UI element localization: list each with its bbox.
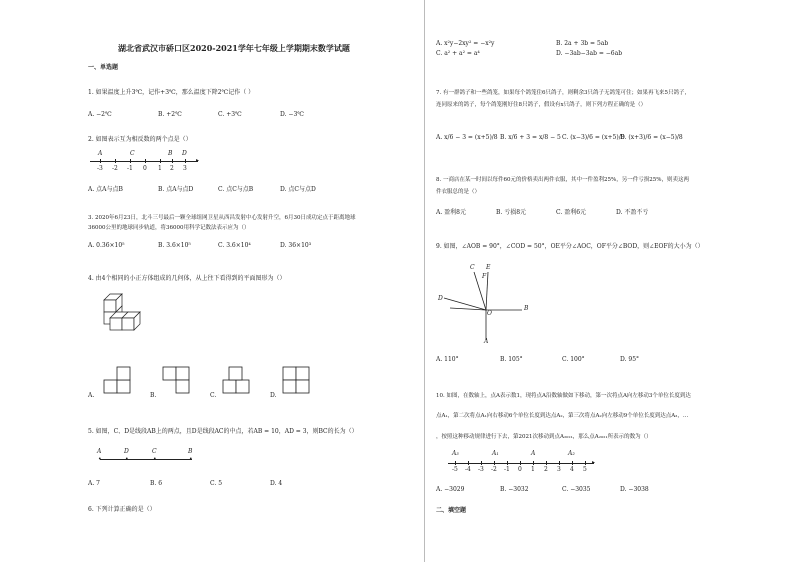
page-title: 湖北省武汉市硚口区2020-2021学年七年级上学期期末数学试题 (118, 43, 350, 53)
q6-option-c[interactable]: C. a² + a² = a⁴ (436, 50, 480, 57)
q10-tick-label: 2 (544, 466, 548, 473)
q9-label-b: B (524, 305, 529, 312)
q10-tick-label: -2 (491, 466, 497, 473)
q8-option-c[interactable]: C. 盈利6元 (556, 209, 587, 216)
q5-option-c[interactable]: C. 5 (210, 480, 223, 487)
q6-option-b[interactable]: B. 2a + 3b = 5ab (556, 40, 609, 47)
q10-option-b[interactable]: B. −3032 (500, 486, 529, 493)
q10-point-a: A (531, 450, 536, 457)
q4-option-b[interactable]: B. (150, 392, 157, 399)
q10-tick-label: -1 (504, 466, 510, 473)
q10-stem-line2: 点A₁，第二次将点A₁向右移动6个单位长度到达点A₂，第三次将点A₂向左移动9个单位长度到达点A₃，… (436, 413, 689, 419)
q10-stem-line3: ，按照这种移动规律进行下去，第2021次移动到点A₂₀₂₁，那么点A₂₀₂₁所表示的数为（） (436, 434, 652, 440)
q1-option-d[interactable]: D. −3℃ (280, 111, 304, 118)
q9-label-d: D (438, 295, 443, 302)
q7-option-a[interactable]: A. x/6 − 3 = (x+5)/8 (436, 134, 498, 141)
q10-point-a1: A₁ (492, 450, 499, 457)
q10-tick-label: 3 (557, 466, 561, 473)
q10-tick-label: -3 (478, 466, 484, 473)
q6-option-a[interactable]: A. x²y−2xy² = −x²y (436, 40, 495, 47)
q2-tick-label: -3 (97, 165, 103, 172)
q10-option-c[interactable]: C. −3035 (562, 486, 591, 493)
q2-tick-label: -2 (112, 165, 118, 172)
q5-point-d: D (124, 448, 129, 455)
q3-option-b[interactable]: B. 3.6×10⁵ (158, 242, 191, 249)
q9-label-f: F (482, 273, 487, 280)
q9-label-c: C (470, 264, 475, 271)
q9-angle-figure (436, 262, 546, 346)
q1-stem: 1. 如果温度上升3℃，记作+3℃，那么温度下降2℃记作（ ） (88, 89, 255, 96)
q4-option-b-figure (162, 366, 194, 394)
q10-option-d[interactable]: D. −3038 (620, 486, 649, 493)
section-fill-blank: 二、填空题 (436, 507, 467, 514)
q2-point-c: C (130, 150, 135, 157)
q8-option-b[interactable]: B. 亏损8元 (496, 209, 527, 216)
q2-tick-label: 1 (158, 165, 162, 172)
q7-option-b[interactable]: B. x/6 + 3 = x/8 − 5 (500, 134, 561, 141)
q2-option-c[interactable]: C. 点C与点B (218, 186, 254, 193)
q5-option-a[interactable]: A. 7 (88, 480, 100, 487)
q9-stem: 9. 如图，∠AOB = 90°，∠COD = 50°，OE平分∠AOC，OF平分∠BOD，则∠EOF的大小为（） (436, 243, 704, 250)
q4-option-d-figure (282, 366, 314, 394)
q10-tick-label: 5 (583, 466, 587, 473)
q2-point-d: D (182, 150, 187, 157)
q9-option-b[interactable]: B. 105° (500, 356, 523, 363)
q10-tick-label: 4 (570, 466, 574, 473)
q7-stem-line2: 连同原来的鸽子，每个鸽笼刚好住8只鸽子，假设有x只鸽子，则下列方程正确的是（） (436, 102, 647, 108)
q5-stem: 5. 如图，C、D是线段AB上的两点，且D是线段AC的中点，若AB = 10，AD = 3，则BC的长为（） (88, 428, 358, 435)
q4-option-c-figure (222, 366, 254, 394)
q6-option-d[interactable]: D. −3ab−3ab = −6ab (556, 50, 623, 57)
q2-option-b[interactable]: B. 点A与点D (158, 186, 194, 193)
q2-tick-label: -1 (127, 165, 133, 172)
q5-option-b[interactable]: B. 6 (150, 480, 163, 487)
q7-option-c[interactable]: C. (x−3)/6 = (x+5)/8 (562, 134, 625, 141)
q4-option-c[interactable]: C. (210, 392, 217, 399)
q1-option-b[interactable]: B. +2℃ (158, 111, 182, 118)
q8-stem-line2: 件衣服总的是（） (436, 189, 481, 195)
q10-tick-label: -5 (452, 466, 458, 473)
q4-option-d[interactable]: D. (270, 392, 277, 399)
q9-option-a[interactable]: A. 110° (436, 356, 459, 363)
q5-point-a: A (97, 448, 102, 455)
q10-option-a[interactable]: A. −3029 (436, 486, 465, 493)
q1-option-c[interactable]: C. +3℃ (218, 111, 242, 118)
q8-option-d[interactable]: D. 不盈不亏 (616, 209, 649, 216)
q2-point-b: B (168, 150, 173, 157)
q10-point-a3: A₃ (452, 450, 459, 457)
q8-option-a[interactable]: A. 盈利8元 (436, 209, 466, 216)
section-single-choice: 一、单选题 (88, 64, 119, 71)
q9-label-o: O (487, 310, 492, 317)
q10-tick-label: 1 (531, 466, 535, 473)
q10-tick-label: 0 (518, 466, 522, 473)
q1-option-a[interactable]: A. −2℃ (88, 111, 112, 118)
q4-option-a-figure (103, 366, 135, 394)
q9-option-c[interactable]: C. 100° (562, 356, 585, 363)
q10-point-a2: A₂ (568, 450, 575, 457)
q9-option-d[interactable]: D. 95° (620, 356, 640, 363)
q9-label-a: A (484, 338, 489, 345)
q2-stem: 2. 如图表示互为相反数的两个点是（） (88, 136, 192, 143)
q3-option-d[interactable]: D. 36×10³ (280, 242, 312, 249)
q10-stem-line1: 10. 如图，在数轴上，点A表示数1，现将点A沿数轴做如下移动，第一次将点A向左移动3个单位长度到达 (436, 393, 691, 399)
q5-point-b: B (188, 448, 193, 455)
q8-stem-line1: 8. 一商店在某一时间以每件60元的价格卖出两件衣服，其中一件盈利25%，另一件亏损25%，则卖这两 (436, 177, 689, 183)
q3-option-a[interactable]: A. 0.36×10⁵ (88, 242, 125, 249)
q3-stem-line2: 36000公里的地球同步轨道，将36000用科学记数法表示应为（） (88, 225, 250, 231)
q7-option-d[interactable]: D. (x+3)/6 = (x−5)/8 (620, 134, 683, 141)
q4-stem: 4. 由4个相同的小正方体组成的几何体，从上往下看得到的平面图形为（） (88, 275, 286, 282)
q10-tick-label: -4 (465, 466, 471, 473)
column-divider (424, 0, 425, 562)
q3-option-c[interactable]: C. 3.6×10⁴ (218, 242, 251, 249)
q2-point-a: A (98, 150, 103, 157)
q2-tick-label: 0 (143, 165, 147, 172)
q3-stem-line1: 3. 2020年6月23日，北斗三号最后一颗全球组网卫星从西昌发射中心发射升空，6月30日成功定点于距离地球 (88, 215, 356, 221)
q4-option-a[interactable]: A. (88, 392, 95, 399)
q2-tick-label: 2 (170, 165, 174, 172)
q9-label-e: E (486, 264, 491, 271)
q7-stem-line1: 7. 有一群鸽子和一些鸽笼，如果每个鸽笼住6只鸽子，则剩余3只鸽子无鸽笼可住；如果再飞来5只鸽子， (436, 90, 690, 96)
q2-tick-label: 3 (183, 165, 187, 172)
q2-option-a[interactable]: A. 点A与点B (88, 186, 123, 193)
q2-option-d[interactable]: D. 点C与点D (280, 186, 316, 193)
q6-stem: 6. 下列计算正确的是（） (88, 506, 156, 513)
q5-option-d[interactable]: D. 4 (270, 480, 283, 487)
q4-solid-figure (96, 292, 146, 342)
q5-point-c: C (152, 448, 157, 455)
